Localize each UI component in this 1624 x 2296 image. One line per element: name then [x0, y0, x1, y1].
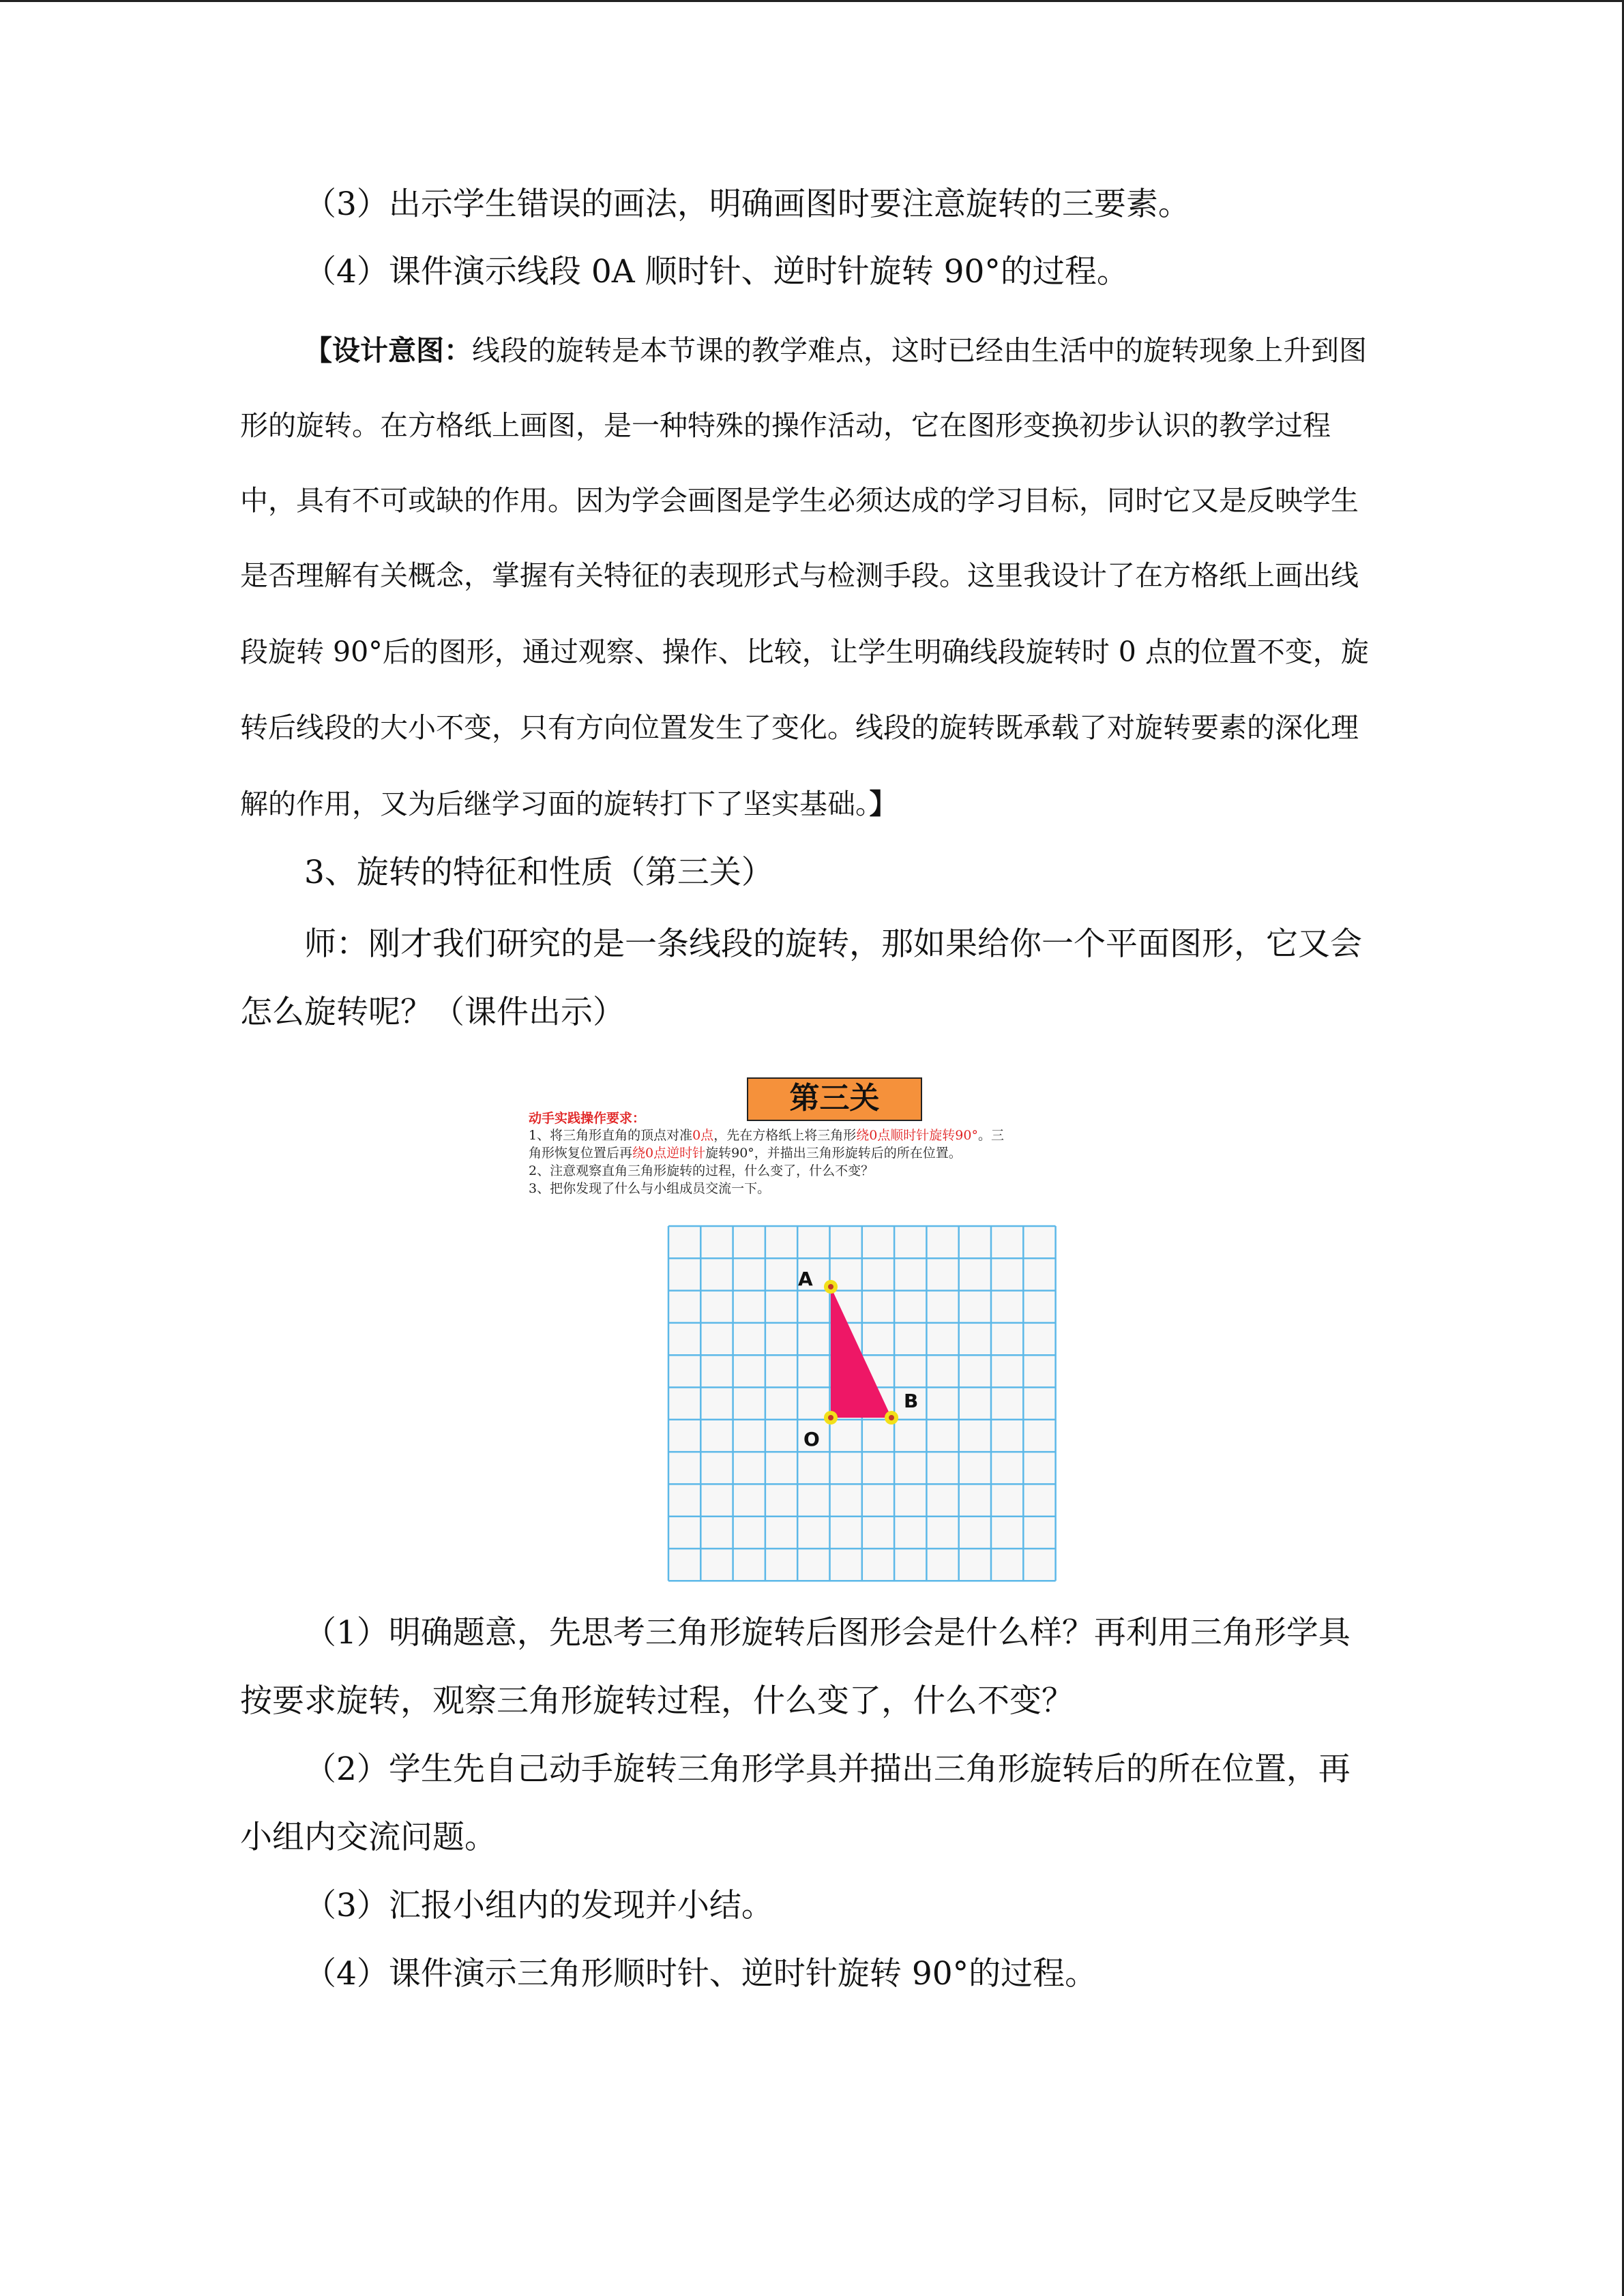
level-badge: 第三关: [747, 1077, 922, 1121]
paragraph-step4: （4）课件演示线段 0A 顺时针、逆时针旋转 90°的过程。: [304, 253, 1129, 290]
design-line: 线段的旋转是本节课的教学难点，这时已经由生活中的旋转现象上升到图: [472, 334, 1367, 367]
design-intent-end: 】: [869, 788, 898, 820]
requirement-1: 1、将三角形直角的顶点对准0点，先在方格纸上将三角形绕0点顺时针旋转90°。三: [529, 1128, 1004, 1143]
label-o: O: [803, 1428, 820, 1450]
page-top-border: [0, 0, 1624, 2]
design-line: 段旋转 90°后的图形，通过观察、操作、比较，让学生明确线段旋转时 0 点的位置不变，旋: [240, 636, 1369, 668]
requirement-1-cont: 角形恢复位置后再绕0点逆时针旋转90°，并描出三角形旋转后的所在位置。: [529, 1146, 962, 1161]
requirement-3: 3、把你发现了什么与小组成员交流一下。: [529, 1181, 771, 1196]
design-line: 转后线段的大小不变，只有方向位置发生了变化。线段的旋转既承载了对旋转要素的深化理: [240, 711, 1359, 744]
label-a: A: [798, 1268, 813, 1290]
grid-paper: [518, 1071, 1119, 1589]
requirement-2: 2、注意观察直角三角形旋转的过程，什么变了，什么不变？: [529, 1163, 874, 1178]
design-line: 形的旋转。在方格纸上画图，是一种特殊的操作活动，它在图形变换初步认识的教学过程: [240, 409, 1331, 442]
design-line: 中，具有不可或缺的作用。因为学会画图是学生必须达成的学习目标，同时它又是反映学生: [240, 484, 1359, 517]
teacher-line: 怎么旋转呢？（课件出示）: [240, 994, 625, 1031]
after-line: （4）课件演示三角形顺时针、逆时针旋转 90°的过程。: [304, 1955, 1097, 1993]
courseware-figure: [518, 1071, 1119, 1589]
section-heading: 3、旋转的特征和性质（第三关）: [304, 854, 773, 891]
teacher-line: 师：刚才我们研究的是一条线段的旋转，那如果给你一个平面图形，它又会: [304, 925, 1362, 963]
paragraph-step3: （3）出示学生错误的画法，明确画图时要注意旋转的三要素。: [304, 185, 1190, 223]
after-line: （3）汇报小组内的发现并小结。: [304, 1887, 773, 1924]
after-line: （1）明确题意，先思考三角形旋转后图形会是什么样？再利用三角形学具: [304, 1614, 1350, 1652]
label-b: B: [904, 1390, 919, 1412]
requirements-title: 动手实践操作要求：: [529, 1111, 646, 1126]
design-line: 解的作用，又为后继学习面的旋转打下了坚实基础。: [240, 788, 870, 820]
after-line: （2）学生先自己动手旋转三角形学具并描出三角形旋转后的所在位置，再: [304, 1750, 1350, 1788]
after-line: 按要求旋转，观察三角形旋转过程，什么变了，什么不变？: [240, 1682, 1074, 1720]
design-intent-label: 【设计意图：: [304, 334, 472, 367]
after-line: 小组内交流问题。: [240, 1819, 497, 1856]
design-line: 是否理解有关概念，掌握有关特征的表现形式与检测手段。这里我设计了在方格纸上画出线: [240, 559, 1359, 592]
